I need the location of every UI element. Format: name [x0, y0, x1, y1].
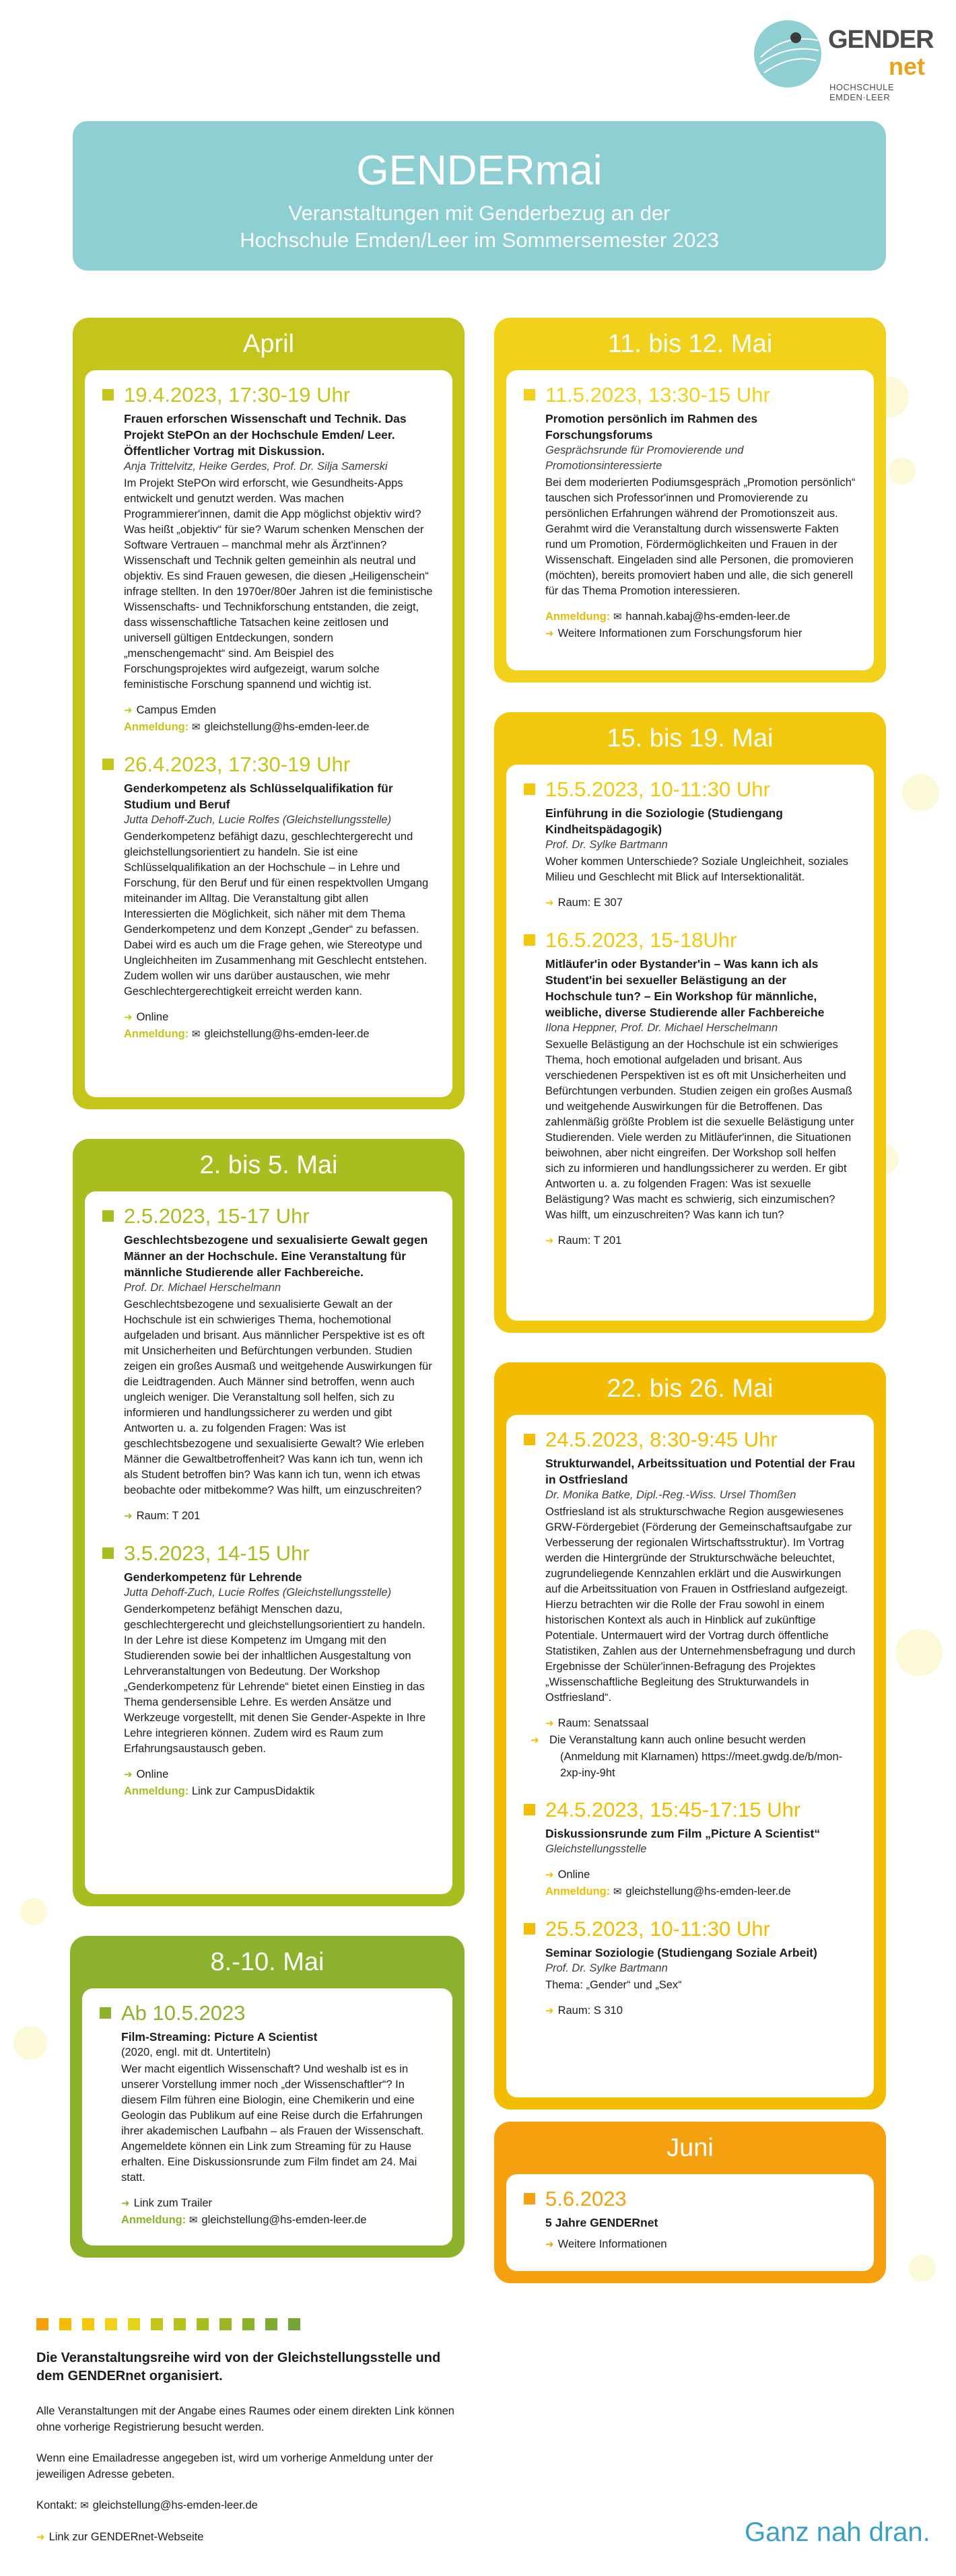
event-date: 5.6.2023 [545, 2187, 627, 2211]
envelope-icon: ✉ [189, 2215, 198, 2226]
event-title: Mitläufer'in oder Bystander'in – Was kann ich als Student'in bei sexueller Belästigung an der Hochschule tun? – Ein Workshop für männliche, weibliche, diverse Studierende aller Fachbereiche [545, 957, 825, 1019]
online-info-row[interactable]: ➜ Die Veranstaltung kann auch online besucht werden (Anmeldung mit Klarnamen) https://meet.gwdg.de/b/mon-2xp-iny-9ht [531, 1734, 843, 1779]
panel-card [506, 370, 874, 670]
event-title: Einführung in die Soziologie (Studiengang Kindheitspädagogik) [545, 806, 783, 836]
header-banner [73, 121, 886, 271]
event-date: 11.5.2023, 13:30-15 Uhr [545, 383, 770, 407]
event-subtitle: (2020, engl. mit dt. Untertiteln) [121, 2046, 271, 2058]
event-item [524, 777, 856, 911]
bullet-square-icon [524, 2193, 535, 2204]
trailer-link[interactable]: Link zum Trailer [133, 2197, 213, 2209]
envelope-icon: ✉ [80, 2500, 89, 2511]
event-date: 2.5.2023, 15-17 Uhr [124, 1204, 310, 1228]
event-meta [545, 2236, 856, 2253]
event-location-row [545, 895, 856, 911]
page-subtitle [73, 200, 886, 254]
event-description: Genderkompetenz befähigt dazu, geschlechtergerecht und gleichstellungsorientiert zu handeln. Sie ist eine Schlüsselqualifikation an der Hochschule – in Lehre und Forschung, für den Beruf und für einen respektvollen Umgang miteinander im Alltag. Die Veranstaltung gibt allen Interessierten die Möglichkeit, sich näher mit dem Thema Genderkompetenz und dem Konzept „Gender“ zu befassen. Dabei wird es auch um die Frage gehen, wie Stereotype und Ungleichheiten im Zusammenhang mit Geschlecht entstehen. Zudem wollen wir uns darüber austauschen, wie mehr Geschlechtergerechtigkeit erreicht werden kann. [124, 831, 429, 998]
bubble-decoration [889, 458, 916, 485]
event-item [102, 1541, 435, 1799]
event-date: 3.5.2023, 14-15 Uhr [124, 1541, 310, 1565]
bubble-decoration [909, 2255, 936, 2282]
event-meta [124, 1508, 435, 1525]
bullet-square-icon [524, 1804, 535, 1815]
event-date: 16.5.2023, 15-18Uhr [545, 928, 737, 952]
event-location-row [124, 1766, 435, 1783]
panel-title: 2. bis 5. Mai [199, 1151, 338, 1179]
event-meta [121, 2195, 435, 2229]
bullet-square-icon [102, 1210, 114, 1222]
panel-title: April [242, 330, 295, 358]
event-meta [531, 1715, 856, 1781]
color-dot [82, 2318, 94, 2330]
event-title: Frauen erforschen Wissenschaft und Technik. Das Projekt StePOn an der Hochschule Emden/ Leer. Öffentlicher Vortrag mit Diskussion. [124, 412, 407, 458]
color-dot [219, 2318, 232, 2330]
arrow-right-icon: ➜ [545, 897, 554, 909]
event-meta [545, 608, 856, 642]
arrow-right-icon: ➜ [545, 2005, 554, 2017]
bullet-square-icon [524, 1434, 535, 1445]
event-registration-row[interactable] [545, 1883, 856, 1900]
footer-contact [36, 2497, 467, 2514]
color-dot [36, 2318, 48, 2330]
panel-card [506, 2174, 874, 2271]
color-dot [174, 2318, 186, 2330]
event-authors: Gesprächsrunde für Promovierende und Promotionsinteressierte [545, 444, 744, 472]
event-authors: Jutta Dehoff-Zuch, Lucie Rolfes (Gleichstellungsstelle) [124, 814, 392, 826]
event-item [524, 1427, 856, 1781]
panel-title: 8.-10. Mai [210, 1948, 325, 1976]
event-item [524, 928, 856, 1249]
event-title: Film-Streaming: Picture A Scientist [121, 2030, 318, 2044]
event-registration-row[interactable] [124, 1026, 435, 1043]
panel-juni [494, 2122, 886, 2283]
bullet-square-icon [524, 389, 535, 401]
event-registration-row[interactable] [124, 1783, 435, 1799]
arrow-right-icon: ➜ [545, 2239, 554, 2250]
arrow-right-icon: ➜ [121, 2198, 130, 2209]
event-location: Campus Emden [136, 704, 216, 716]
event-location-row [124, 1508, 435, 1525]
registration-label: Anmeldung: [121, 2214, 186, 2226]
panel-title: 11. bis 12. Mai [607, 330, 773, 358]
trailer-link-row[interactable] [121, 2195, 435, 2212]
event-location-row [545, 1232, 856, 1249]
slogan: Ganz nah dran. [745, 2517, 930, 2547]
arrow-right-icon: ➜ [124, 705, 133, 716]
panel-mai-8-10 [70, 1936, 465, 2258]
footer-note-1: Alle Veranstaltungen mit der Angabe eines Raumes oder einem direkten Link können ohne vorherige Registrierung besucht werden. [36, 2405, 454, 2433]
arrow-right-icon: ➜ [545, 1235, 554, 1247]
event-item [102, 1204, 435, 1525]
event-description: Sexuelle Belästigung an der Hochschule ist ein schwieriges Thema, hoch emotional aufgeladen und brisant. Aus verschiedenen Perspektiven ist es oft mit Unsicherheiten und Befürchtungen verbunden. Studien zeigen ein großes Ausmaß und weitgehende Auswirkungen für die Betroffenen. Das zahlenmäßig größte Problem ist die sexuelle Belästigung unter Studierenden. Viele werden zu Mitläufer'innen, die Situationen beiwohnen, aber nicht eingreifen. Der Workshop soll helfen sich zu informieren und handlungssicherer zu werden. Er gibt Antworten u. a. zu folgenden Fragen: Was ist sexuelle Belästigung? Was macht es schwierig, sich einzumischen? Was hilft, um einzuschreiten? Was kann ich tun? [545, 1039, 854, 1221]
footer-heading: Die Veranstaltungsreihe wird von der Gleichstellungsstelle und dem GENDERnet organisiert. [36, 2351, 441, 2383]
arrow-right-icon: ➜ [545, 628, 554, 639]
event-location: Raum: S 310 [557, 2005, 623, 2017]
contact-label: Kontakt: [36, 2499, 77, 2511]
arrow-right-icon: ➜ [124, 1769, 133, 1780]
info-link-row[interactable] [545, 2236, 856, 2253]
event-item [102, 752, 435, 1043]
arrow-right-icon: ➜ [36, 2532, 45, 2543]
event-date: Ab 10.5.2023 [121, 2001, 246, 2025]
panel-mai-2-5 [73, 1139, 465, 1906]
color-dot [288, 2318, 300, 2330]
event-location-row [545, 2003, 856, 2019]
subtitle-line-1: Veranstaltungen mit Genderbezug an der [288, 201, 671, 225]
event-item [524, 1916, 856, 2019]
event-authors: Gleichstellungsstelle [545, 1843, 647, 1855]
registration-email[interactable]: hannah.kabaj@hs-emden-leer.de [625, 611, 790, 623]
event-description: Im Projekt StePOn wird erforscht, wie Gesundheits-Apps entwickelt und genutzt werden. Was machen Programmierer'innen, damit die App möglichst objektiv wird? Was heißt „objektiv“ für sie? Warum schenken Menschen der Software Vertrauen – manchmal mehr als Ärzt'innen? Wissenschaft und Technik gelten gemeinhin als neutral und objektiv. Es sind Frauen gewesen, die diesen „Heiligenschein“ infrage stellten. In den 1970er/80er Jahren ist die feministische Wissenschafts- und Technikforschung entstanden, die zeigt, dass wissenschaftliche Tatsachen keine zeitlosen und universell gültigen Entdeckungen, sondern „menschengemacht“ sind. Am Beispiel des Forschungsprojektes wird aufgezeigt, warum solche feministische Forschung spannend und wichtig ist. [124, 477, 433, 691]
color-dot [197, 2318, 209, 2330]
event-date: 15.5.2023, 10-11:30 Uhr [545, 777, 770, 801]
info-link[interactable]: Weitere Informationen zum Forschungsforum hier [557, 627, 803, 639]
gendernet-logo [754, 20, 936, 102]
bubble-decoration [902, 774, 939, 811]
registration-email[interactable]: gleichstellung@hs-emden-leer.de [201, 2214, 367, 2226]
event-title: Diskussionsrunde zum Film „Picture A Scientist“ [545, 1827, 821, 1840]
bullet-square-icon [524, 784, 535, 795]
event-date: 25.5.2023, 10-11:30 Uhr [545, 1917, 770, 1941]
event-location-row [124, 1009, 435, 1026]
bubble-decoration [895, 1629, 943, 1676]
event-description: Genderkompetenz befähigt Menschen dazu, geschlechtergerecht und gleichstellungsorientiert zu handeln. In der Lehre ist diese Kompetenz im Umgang mit den Studierenden sowie bei der inhaltlichen Ausgestaltung von Lehrveranstaltungen von Bedeutung. Der Workshop „Genderkompetenz für Lehrende“ bietet einen Einstieg in das Thema gendersensible Lehre. Es werden Ansätze und Werkzeuge vorgestellt, mit denen Sie Gender-Aspekte in Ihre Lehre integrieren können. Zudem wird es Raum zum Erfahrungsaustausch geben. [124, 1603, 426, 1755]
color-dot [242, 2318, 254, 2330]
event-item [100, 2000, 435, 2229]
logo-net-text: net [889, 53, 925, 80]
color-dots-divider [36, 2318, 386, 2332]
event-description: Ostfriesland ist als strukturschwache Region ausgewiesenes GRW-Fördergebiet (Förderung der Gemeinschaftsaufgabe zur Verbesserung der regionalen Wirtschaftsstruktur). Im Vortrag werden die Hintergründe der Strukturschwäche beleuchtet, zugrundeliegende Kennzahlen erklärt und die Auswirkungen auf die Arbeitssituation von Frauen in Ostfriesland aufgezeigt. Hierzu betrachten wir die Rolle der Frau sowohl in einem historischen Kontext als auch in Hinblick auf zukünftige Potentiale. Untermauert wird der Vortrag durch öffentliche Statistiken, Zahlen aus der Unternehmensbefragung und durch Ergebnisse der Schüler'innen-Befragung des Projektes „Wissenschaftliche Begleitung des Strukturwandels in Ostfriesland“. [545, 1506, 856, 1704]
envelope-icon: ✉ [191, 722, 201, 733]
bubble-decoration [20, 1898, 47, 1925]
event-location: Raum: T 201 [136, 1510, 201, 1522]
event-title: Seminar Soziologie (Studiengang Soziale Arbeit) [545, 1946, 817, 1959]
info-link-row[interactable] [545, 625, 856, 642]
event-registration-row[interactable] [124, 719, 435, 736]
color-dot [151, 2318, 163, 2330]
arrow-right-icon: ➜ [124, 1510, 133, 1522]
event-location-row [545, 1867, 856, 1883]
bullet-square-icon [100, 2007, 111, 2019]
event-date: 26.4.2023, 17:30-19 Uhr [124, 753, 351, 776]
panel-card [506, 765, 874, 1321]
panel-card [82, 1988, 452, 2246]
registration-email[interactable]: gleichstellung@hs-emden-leer.de [204, 721, 370, 733]
event-authors: Prof. Dr. Sylke Bartmann [545, 1962, 668, 1974]
footer-website-row[interactable] [36, 2529, 467, 2546]
registration-email[interactable]: gleichstellung@hs-emden-leer.de [625, 1885, 791, 1898]
event-title: Genderkompetenz als Schlüsselqualifikation für Studium und Beruf [124, 781, 393, 811]
bullet-square-icon [102, 389, 114, 401]
event-title: Geschlechtsbezogene und sexualisierte Gewalt gegen Männer an der Hochschule. Eine Veranstaltung für männliche Studierende aller Fachbereiche. [124, 1233, 428, 1279]
panel-card [85, 370, 452, 1097]
bullet-square-icon [102, 1547, 114, 1559]
event-meta [545, 2003, 856, 2019]
panel-mai-22-26 [494, 1362, 886, 2110]
event-title: Genderkompetenz für Lehrende [124, 1570, 302, 1584]
event-authors: Ilona Heppner, Prof. Dr. Michael Herschelmann [545, 1022, 778, 1034]
event-location-row [124, 702, 435, 719]
logo-sub-text: HOCHSCHULE EMDEN·LEER [829, 82, 895, 102]
color-dot [59, 2318, 71, 2330]
color-dot [128, 2318, 140, 2330]
event-authors: Jutta Dehoff-Zuch, Lucie Rolfes (Gleichstellungsstelle) [124, 1587, 392, 1599]
event-description: Woher kommen Unterschiede? Soziale Ungleichheit, soziales Milieu und Geschlecht mit Blick auf Intersektionalität. [545, 856, 849, 883]
bullet-square-icon [524, 1923, 535, 1935]
color-dot [265, 2318, 277, 2330]
logo-circle-icon [754, 20, 821, 88]
registration-label: Anmeldung: [124, 721, 189, 733]
event-authors: Dr. Monika Batke, Dipl.-Reg.-Wiss. Ursel Thomßen [545, 1489, 796, 1501]
event-location: Raum: Senatssaal [557, 1717, 649, 1729]
event-title: 5 Jahre GENDERnet [545, 2216, 658, 2229]
registration-link[interactable]: Link zur CampusDidaktik [191, 1785, 315, 1797]
event-title: Strukturwandel, Arbeitssituation und Potential der Frau in Ostfriesland [545, 1457, 856, 1486]
color-dot [105, 2318, 117, 2330]
registration-label: Anmeldung: [124, 1785, 189, 1797]
panel-title: 22. bis 26. Mai [607, 1374, 774, 1403]
event-location: Raum: E 307 [557, 897, 623, 909]
event-item [524, 382, 856, 642]
event-item [102, 382, 435, 736]
event-date: 24.5.2023, 8:30-9:45 Uhr [545, 1428, 778, 1451]
arrow-right-icon: ➜ [545, 1869, 554, 1881]
registration-label: Anmeldung: [545, 611, 611, 623]
event-authors: Prof. Dr. Sylke Bartmann [545, 839, 668, 851]
subtitle-line-2: Hochschule Emden/Leer im Sommersemester 2023 [240, 228, 719, 252]
bullet-square-icon [524, 934, 535, 946]
event-meta [545, 1867, 856, 1900]
panel-mai-15-19 [494, 712, 886, 1333]
event-location: Online [136, 1768, 169, 1780]
info-link[interactable]: Weitere Informationen [557, 2238, 667, 2250]
event-authors: Prof. Dr. Michael Herschelmann [124, 1282, 281, 1294]
footer [36, 2349, 467, 2561]
event-item [524, 2186, 856, 2253]
bullet-square-icon [102, 759, 114, 770]
arrow-right-icon: ➜ [545, 1718, 554, 1729]
registration-email[interactable]: gleichstellung@hs-emden-leer.de [204, 1028, 370, 1040]
registration-label: Anmeldung: [545, 1885, 611, 1898]
event-item [524, 1797, 856, 1900]
arrow-right-icon: ➜ [124, 1012, 133, 1023]
panel-title: Juni [667, 2134, 714, 2162]
envelope-icon: ✉ [613, 1886, 622, 1898]
contact-email[interactable]: gleichstellung@hs-emden-leer.de [92, 2499, 258, 2511]
event-location: Online [136, 1011, 169, 1023]
event-location: Raum: T 201 [557, 1234, 622, 1247]
website-link[interactable]: Link zur GENDERnet-Webseite [48, 2531, 204, 2543]
footer-note-2: Wenn eine Emailadresse angegeben ist, wird um vorherige Anmeldung unter der jeweiligen Adresse gebeten. [36, 2452, 434, 2480]
envelope-icon: ✉ [613, 611, 622, 623]
event-description: Thema: „Gender“ und „Sex“ [545, 1979, 682, 1991]
logo-gender-text: GENDER [828, 26, 934, 54]
event-meta [124, 1009, 435, 1043]
bubble-decoration [13, 2026, 47, 2060]
online-info[interactable]: Die Veranstaltung kann auch online besucht werden (Anmeldung mit Klarnamen) https://meet.gwdg.de/b/mon-2xp-iny-9ht [549, 1734, 843, 1779]
event-description: Bei dem moderierten Podiumsgespräch „Promotion persönlich“ tauschen sich Professor'innen und Promovierende zu persönlichen Erfahrungen während der Promotionszeit aus. Gerahmt wird die Veranstaltung durch wissenswerte Fakten rund um Promotion, Fördermöglichkeiten und Frauen in der Wissenschaft. Eingeladen sind alle Personen, die promovieren (möchten), bereits promoviert haben und alle, die sich generell für das Thema Promotion interessieren. [545, 477, 856, 597]
event-description: Wer macht eigentlich Wissenschaft? Und weshalb ist es in unserer Vorstellung immer noch „der Wissenschaftler“? In diesem Film führen eine Biologin, eine Chemikerin und eine Geologin das Publikum auf eine Reise durch die Erfahrungen ihrer akademischen Laufbahn – als Frauen der Wissenschaft. Angemeldete können ein Link zum Streaming für zu Hause erhalten. Eine Diskussionsrunde zum Film findet am 24. Mai statt. [121, 2063, 424, 2184]
event-registration-row[interactable] [545, 608, 856, 625]
event-title: Promotion persönlich im Rahmen des Forschungsforums [545, 412, 758, 442]
event-meta [124, 1766, 435, 1799]
panel-card [85, 1191, 452, 1894]
page-title: GENDERmai [356, 147, 603, 194]
event-location: Online [557, 1869, 590, 1881]
panel-title: 15. bis 19. Mai [607, 724, 774, 753]
event-meta [545, 895, 856, 911]
event-date: 24.5.2023, 15:45-17:15 Uhr [545, 1798, 801, 1821]
event-registration-row[interactable] [121, 2212, 435, 2229]
event-location-row [545, 1715, 856, 1732]
registration-label: Anmeldung: [124, 1028, 189, 1040]
panel-card [506, 1415, 874, 2097]
event-date: 19.4.2023, 17:30-19 Uhr [124, 383, 351, 407]
event-description: Geschlechtsbezogene und sexualisierte Gewalt an der Hochschule ist ein schwieriges Thema, hochemotional aufgeladen und brisant. Aus männlicher Perspektive ist es oft mit Unsicherheiten und Befürchtungen verbunden. Studien zeigen ein großes Ausmaß und weitgehende Auswirkungen für die Leidtragenden. Auch Männer sind betroffen, wenn auch ungleich weniger. Die Veranstaltung soll helfen, sich zu informieren und handlungssicherer zu werden und gibt Antworten u. a. zu folgenden Fragen: Was ist geschlechtsbezogene und sexualisierte Gewalt? Wie erleben Männer die Gewaltbetroffenheit? Was kann ich tun, wenn ich als Student betroffen bin? Was kann ich tun, wenn ich etwas beobachte oder mitbekomme? Was hilft, um einzuschreiten? [124, 1298, 432, 1496]
event-meta [545, 1232, 856, 1249]
panel-mai-11-12 [494, 318, 886, 683]
panel-april [73, 318, 465, 1109]
event-meta [124, 702, 435, 736]
envelope-icon: ✉ [191, 1029, 201, 1040]
event-authors: Anja Trittelvitz, Heike Gerdes, Prof. Dr. Silja Samerski [124, 460, 388, 473]
